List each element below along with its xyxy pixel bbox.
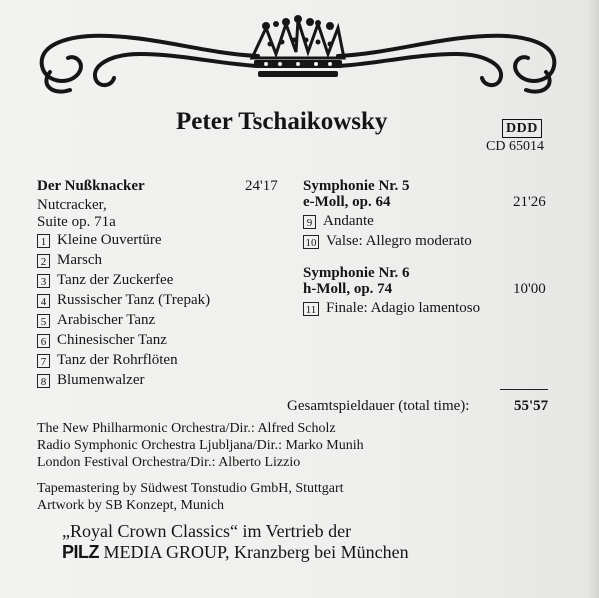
track-number: 7 <box>37 354 50 368</box>
track-item <box>37 352 178 369</box>
track-title: Chinesischer Tanz <box>57 332 167 348</box>
track-item <box>303 213 374 230</box>
track-number: 4 <box>37 294 50 308</box>
track-number: 11 <box>303 302 319 316</box>
track-title: Kleine Ouvertüre <box>57 232 162 248</box>
track-number: 5 <box>37 314 50 328</box>
catalog-number: CD 65014 <box>486 139 544 154</box>
total-time: 55'57 <box>514 398 549 414</box>
ddd-label: DDD <box>502 119 542 138</box>
track-title: Blumenwalzer <box>57 372 145 388</box>
crown-ornament-icon <box>30 14 560 96</box>
total-divider <box>500 389 548 390</box>
nutcracker-title: Der Nußknacker <box>37 178 145 194</box>
track-number: 1 <box>37 234 50 248</box>
track-item <box>303 233 472 250</box>
track-item <box>37 272 173 289</box>
page-edge-shadow <box>589 0 599 598</box>
symphony6-key: h-Moll, op. 74 <box>303 281 393 297</box>
orchestra-line-2: Radio Symphonic Orchestra Ljubljana/Dir.: Marko Munih <box>37 438 364 453</box>
track-item <box>37 292 210 309</box>
orchestra-line-1: The New Philharmonic Orchestra/Dir.: Alfred Scholz <box>37 421 336 436</box>
track-title: Russischer Tanz (Trepak) <box>57 292 211 308</box>
symphony5-key: e-Moll, op. 64 <box>303 194 391 210</box>
track-number: 9 <box>303 215 316 229</box>
total-label: Gesamtspieldauer (total time): <box>287 398 470 414</box>
distribution-line: „Royal Crown Classics“ im Vertrieb der <box>62 521 352 541</box>
track-title: Valse: Allegro moderato <box>326 233 472 249</box>
nutcracker-track-list <box>37 232 277 392</box>
track-title: Tanz der Rohrflöten <box>57 352 178 368</box>
media-group-label: MEDIA GROUP <box>103 542 226 562</box>
track-title: Tanz der Zuckerfee <box>57 272 174 288</box>
tapemastering-credit: Tapemastering by Südwest Tonstudio GmbH, Stuttgart <box>37 481 344 496</box>
symphony6-title: Symphonie Nr. 6 <box>303 265 410 281</box>
nutcracker-time: 24'17 <box>245 178 278 194</box>
track-number: 10 <box>303 235 319 249</box>
track-item <box>37 332 167 349</box>
nutcracker-subtitle: Nutcracker, <box>37 197 107 213</box>
artwork-credit: Artwork by SB Konzept, Munich <box>37 498 225 513</box>
track-title: Marsch <box>57 252 102 268</box>
publisher-location: , Kranzberg bei München <box>225 542 409 562</box>
publisher-line <box>62 541 409 563</box>
track-item <box>37 312 155 329</box>
nutcracker-opus: Suite op. 71a <box>37 214 116 230</box>
ddd-badge <box>502 119 542 137</box>
track-item <box>37 372 144 389</box>
symphony6-time: 10'00 <box>513 281 546 297</box>
orchestra-line-3: London Festival Orchestra/Dir.: Alberto Lizzio <box>37 455 301 470</box>
track-number: 6 <box>37 334 50 348</box>
track-item <box>37 232 162 249</box>
symphony5-time: 21'26 <box>513 194 546 210</box>
pilz-logo: PILZ <box>62 542 99 562</box>
symphony5-title: Symphonie Nr. 5 <box>303 178 410 194</box>
track-title: Finale: Adagio lamentoso <box>326 300 481 316</box>
track-item <box>37 252 102 269</box>
composer-title: Peter Tschaikowsky <box>176 108 388 135</box>
track-number: 2 <box>37 254 50 268</box>
track-title: Andante <box>323 213 374 229</box>
track-item <box>303 300 480 317</box>
track-number: 3 <box>37 274 50 288</box>
track-title: Arabischer Tanz <box>57 312 156 328</box>
track-number: 8 <box>37 374 50 388</box>
